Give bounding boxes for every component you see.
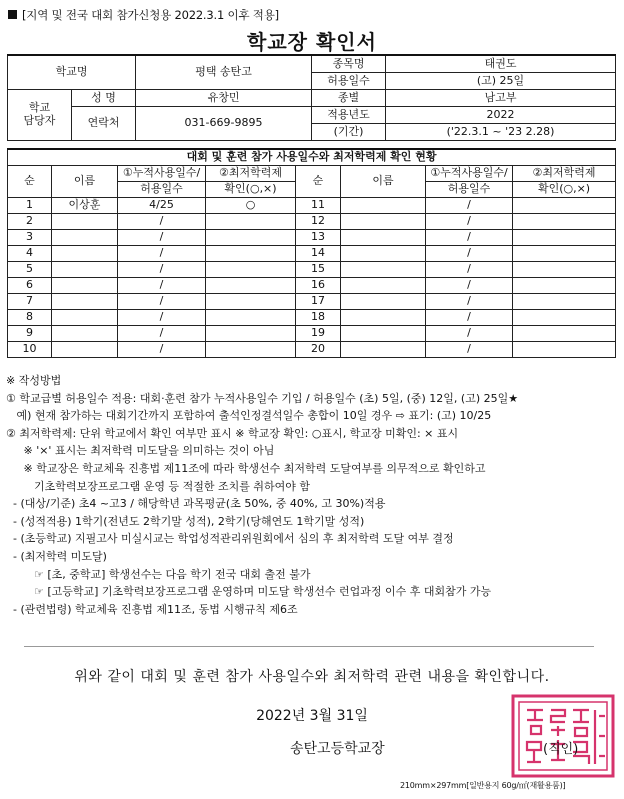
row-check <box>513 230 616 246</box>
table-row <box>8 262 616 278</box>
instruction-line: ☞ [고등학교] 기초학력보장프로그램 운영하며 미도달 학생선수 런업과정 이수 후 대회참가 가능 <box>6 585 492 599</box>
row-check <box>206 310 296 326</box>
row-check <box>206 214 296 230</box>
row-check <box>206 230 296 246</box>
gender-label: 종별 <box>312 90 386 107</box>
row-name: 이상훈 <box>52 198 118 214</box>
row-days: 4/25 <box>118 198 206 214</box>
row-no: 1 <box>8 198 52 214</box>
year-value: 2022 <box>386 107 616 124</box>
row-no: 14 <box>296 246 341 262</box>
instruction-line: 기초학력보장프로그램 운영 등 적절한 조치를 취하여야 함 <box>6 479 310 493</box>
row-check <box>513 326 616 342</box>
row-check <box>513 294 616 310</box>
col-acad-sub: 확인(○,×) <box>206 182 296 198</box>
row-check <box>206 294 296 310</box>
contact-label: 연락처 <box>72 107 136 141</box>
divider <box>24 646 594 647</box>
period-label: (기간) <box>312 124 386 141</box>
row-name <box>341 278 426 294</box>
row-name <box>341 342 426 358</box>
row-days: / <box>426 230 513 246</box>
allowed-days-value: (고) 25일 <box>386 73 616 90</box>
row-name <box>52 262 118 278</box>
row-name <box>52 246 118 262</box>
event-label: 종목명 <box>312 55 386 73</box>
row-days: / <box>118 310 206 326</box>
instruction-line: - (대상/기준) 초4 ~고3 / 해당학년 과목평균(초 50%, 중 40%, 고 30%)적용 <box>6 497 386 511</box>
row-name <box>52 342 118 358</box>
instruction-line: - (관련법령) 학교체육 진흥법 제11조, 동법 시행규칙 제6조 <box>6 602 298 616</box>
instruction-line: - (최저학력 미도달) <box>6 549 107 563</box>
table-row <box>8 294 616 310</box>
row-check <box>206 326 296 342</box>
row-name <box>341 214 426 230</box>
row-check <box>513 214 616 230</box>
row-no: 13 <box>296 230 341 246</box>
row-days: / <box>426 294 513 310</box>
row-days: / <box>426 262 513 278</box>
row-days: / <box>118 342 206 358</box>
row-no: 8 <box>8 310 52 326</box>
table-row <box>8 198 616 214</box>
table-row <box>8 214 616 230</box>
row-name <box>52 310 118 326</box>
row-no: 19 <box>296 326 341 342</box>
row-name <box>52 326 118 342</box>
roster-table <box>7 148 616 358</box>
row-check <box>513 262 616 278</box>
col-days-sub: 허용일수 <box>426 182 513 198</box>
school-seal-icon <box>505 690 621 782</box>
row-name <box>341 310 426 326</box>
col-days-sub: 허용일수 <box>118 182 206 198</box>
row-no: 2 <box>8 214 52 230</box>
row-no: 11 <box>296 198 341 214</box>
instruction-line: - (초등학교) 지필고사 미실시교는 학업성적관리위원회에서 심의 후 최저학력 도달 여부 결정 <box>6 532 454 546</box>
row-name <box>341 230 426 246</box>
row-check <box>513 198 616 214</box>
instruction-line: ※ '×' 표시는 최저학력 미도달을 의미하는 것이 아님 <box>6 444 275 458</box>
col-name: 이름 <box>341 166 426 198</box>
row-check <box>513 278 616 294</box>
school-label: 학교명 <box>8 55 136 90</box>
row-days: / <box>426 198 513 214</box>
confirm-statement: 위와 같이 대회 및 훈련 참가 사용일수와 최저학력 관련 내용을 확인합니다. <box>74 669 550 685</box>
issue-date: 2022년 3월 31일 <box>256 708 368 724</box>
row-name <box>341 326 426 342</box>
instruction-line: 예) 현재 참가하는 대회기간까지 포함하여 출석인정결석일수 총합이 10일 경우 ⇨ 표기: (고) 10/25 <box>6 409 492 423</box>
row-no: 3 <box>8 230 52 246</box>
col-no: 순 <box>8 166 52 198</box>
instructions <box>6 372 616 618</box>
instruction-line: ② 최저학력제: 단위 학교에서 확인 여부만 표시 ※ 학교장 확인: ○표시, 학교장 미확인: × 표시 <box>6 426 459 440</box>
header-note: [지역 및 전국 대회 참가신청용 2022.3.1 이후 적용] <box>8 7 279 23</box>
instruction-line: - (성적적용) 1학기(전년도 2학기말 성적), 2학기(당해연도 1학기말 성적) <box>6 514 365 528</box>
col-days: ①누적사용일수/ <box>426 166 513 182</box>
manager-label: 학교 담당자 <box>8 90 72 141</box>
row-days: / <box>118 278 206 294</box>
table-row <box>8 278 616 294</box>
row-days: / <box>118 326 206 342</box>
row-check <box>206 278 296 294</box>
year-label: 적용년도 <box>312 107 386 124</box>
contact-value: 031-669-9895 <box>136 107 312 141</box>
row-days: / <box>426 214 513 230</box>
page-title: 학교장 확인서 <box>247 30 377 54</box>
school-value: 평택 송탄고 <box>136 55 312 90</box>
row-days: / <box>426 326 513 342</box>
row-no: 4 <box>8 246 52 262</box>
table-row <box>8 326 616 342</box>
row-check: ○ <box>206 198 296 214</box>
row-no: 9 <box>8 326 52 342</box>
seal-mark: (직인) <box>543 742 579 757</box>
row-name <box>52 214 118 230</box>
instruction-line: ☞ [초, 중학교] 학생선수는 다음 학기 전국 대회 출전 불가 <box>6 567 311 581</box>
allowed-days-label: 허용일수 <box>312 73 386 90</box>
col-days: ①누적사용일수/ <box>118 166 206 182</box>
table-row <box>8 310 616 326</box>
row-no: 5 <box>8 262 52 278</box>
row-name <box>341 262 426 278</box>
row-check <box>513 246 616 262</box>
row-name <box>341 246 426 262</box>
row-days: / <box>118 214 206 230</box>
row-days: / <box>118 294 206 310</box>
row-no: 20 <box>296 342 341 358</box>
col-acad: ②최저학력제 <box>513 166 616 182</box>
square-bullet-icon <box>8 10 17 19</box>
table-row <box>8 246 616 262</box>
row-days: / <box>426 342 513 358</box>
row-no: 10 <box>8 342 52 358</box>
info-table <box>7 54 616 141</box>
col-name: 이름 <box>52 166 118 198</box>
row-days: / <box>118 230 206 246</box>
col-no: 순 <box>296 166 341 198</box>
row-days: / <box>426 278 513 294</box>
name-label: 성 명 <box>72 90 136 107</box>
row-no: 18 <box>296 310 341 326</box>
row-name <box>341 198 426 214</box>
row-check <box>206 342 296 358</box>
row-no: 17 <box>296 294 341 310</box>
instruction-line: ① 학교급별 허용일수 적용: 대회·훈련 참가 누적사용일수 기입 / 허용일수 (초) 5일, (중) 12일, (고) 25일★ <box>6 391 519 405</box>
row-no: 7 <box>8 294 52 310</box>
col-acad-sub: 확인(○,×) <box>513 182 616 198</box>
row-no: 15 <box>296 262 341 278</box>
row-days: / <box>426 246 513 262</box>
gender-value: 남고부 <box>386 90 616 107</box>
school-signature: 송탄고등학교장 <box>290 741 385 757</box>
row-check <box>206 246 296 262</box>
period-value: ('22.3.1 ~ '23 2.28) <box>386 124 616 141</box>
name-value: 유창민 <box>136 90 312 107</box>
row-days: / <box>426 310 513 326</box>
event-value: 태권도 <box>386 55 616 73</box>
row-name <box>52 278 118 294</box>
row-no: 16 <box>296 278 341 294</box>
row-no: 12 <box>296 214 341 230</box>
row-name <box>52 230 118 246</box>
col-acad: ②최저학력제 <box>206 166 296 182</box>
row-name <box>52 294 118 310</box>
table-row <box>8 230 616 246</box>
instruction-line: ※ 학교장은 학교체육 진흥법 제11조에 따라 학생선수 최저학력 도달여부를 의무적으로 확인하고 <box>6 461 486 475</box>
section-title: 대회 및 훈련 참가 사용일수와 최저학력제 확인 현황 <box>8 149 616 166</box>
row-days: / <box>118 246 206 262</box>
row-check <box>513 342 616 358</box>
instructions-title: ※ 작성방법 <box>6 374 62 387</box>
row-no: 6 <box>8 278 52 294</box>
table-row <box>8 342 616 358</box>
row-check <box>513 310 616 326</box>
row-check <box>206 262 296 278</box>
paper-footnote: 210mm×297mm[일반용지 60g/㎡(재활용품)] <box>400 781 566 790</box>
row-days: / <box>118 262 206 278</box>
row-name <box>341 294 426 310</box>
